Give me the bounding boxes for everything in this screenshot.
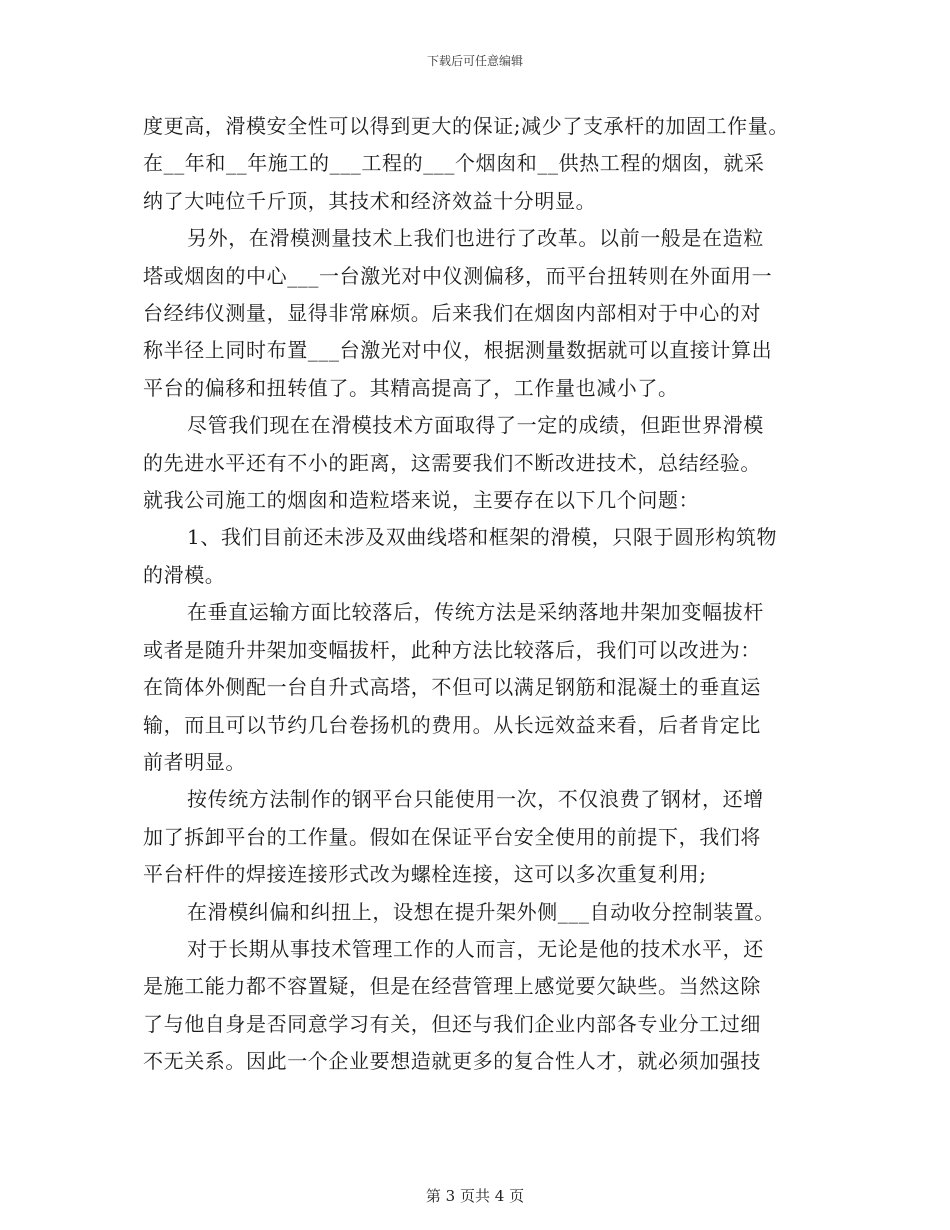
text-line: 在滑模纠偏和纠扭上，设想在提升架外侧___自动收分控制装置。 xyxy=(187,899,775,924)
text-line: 在垂直运输方面比较落后，传统方法是采纳落地井架加变幅拔杆 xyxy=(187,600,764,625)
text-line: 平台的偏移和扭转值了。其精高提高了，工作量也减小了。 xyxy=(143,375,679,400)
text-line: 加了拆卸平台的工作量。假如在保证平台安全使用的前提下，我们将 xyxy=(143,824,761,849)
text-line: 的先进水平还有不小的距离，这需要我们不断改进技术，总结经验。 xyxy=(143,450,761,475)
text-line: 就我公司施工的烟囱和造粒塔来说，主要存在以下几个问题： xyxy=(143,488,700,513)
text-line: 是施工能力都不容置疑，但是在经营管理上感觉要欠缺些。当然这除 xyxy=(143,974,761,999)
text-line: 不无关系。因此一个企业要想造就更多的复合性人才，就必须加强技 xyxy=(143,1049,761,1074)
text-line: 纳了大吨位千斤顶，其技术和经济效益十分明显。 xyxy=(143,188,597,213)
text-line: 输，而且可以节约几台卷扬机的费用。从长远效益来看，后者肯定比 xyxy=(143,712,761,737)
text-line: 的滑模。 xyxy=(143,562,226,587)
page-header: 下载后可任意编辑 xyxy=(426,54,523,68)
document-body xyxy=(143,108,813,1081)
text-line: 在__年和__年施工的___工程的___个烟囱和__供热工程的烟囱，就采 xyxy=(143,151,765,176)
text-line: 台经纬仪测量，显得非常麻烦。后来我们在烟囱内部相对于中心的对 xyxy=(143,301,761,326)
text-line: 或者是随升井架加变幅拔杆，此种方法比较落后，我们可以改进为： xyxy=(143,637,761,662)
text-line: 另外，在滑模测量技术上我们也进行了改革。以前一般是在造粒 xyxy=(187,226,764,251)
text-line: 称半径上同时布置___台激光对中仪，根据测量数据就可以直接计算出 xyxy=(143,338,773,363)
text-line: 尽管我们现在在滑模技术方面取得了一定的成绩，但距世界滑模 xyxy=(187,413,764,438)
text-line: 1、我们目前还未涉及双曲线塔和框架的滑模，只限于圆形构筑物 xyxy=(187,525,778,550)
text-line: 前者明显。 xyxy=(143,749,246,774)
text-line: 了与他自身是否同意学习有关，但还与我们企业内部各专业分工过细 xyxy=(143,1011,761,1036)
text-line: 度更高，滑模安全性可以得到更大的保证;减少了支承杆的加固工作量。 xyxy=(143,114,789,138)
text-line: 按传统方法制作的钢平台只能使用一次，不仅浪费了钢材，还增 xyxy=(187,787,764,812)
text-line: 塔或烟囱的中心___一台激光对中仪测偏移，而平台扭转则在外面用一 xyxy=(143,263,773,288)
page-footer: 第 3 页共 4 页 xyxy=(425,1187,525,1205)
text-line: 对于长期从事技术管理工作的人而言，无论是他的技术水平，还 xyxy=(187,936,764,961)
text-line: 在筒体外侧配一台自升式高塔，不但可以满足钢筋和混凝土的垂直运 xyxy=(143,675,761,700)
text-line: 平台杆件的焊接连接形式改为螺栓连接，这可以多次重复利用; xyxy=(143,862,707,887)
